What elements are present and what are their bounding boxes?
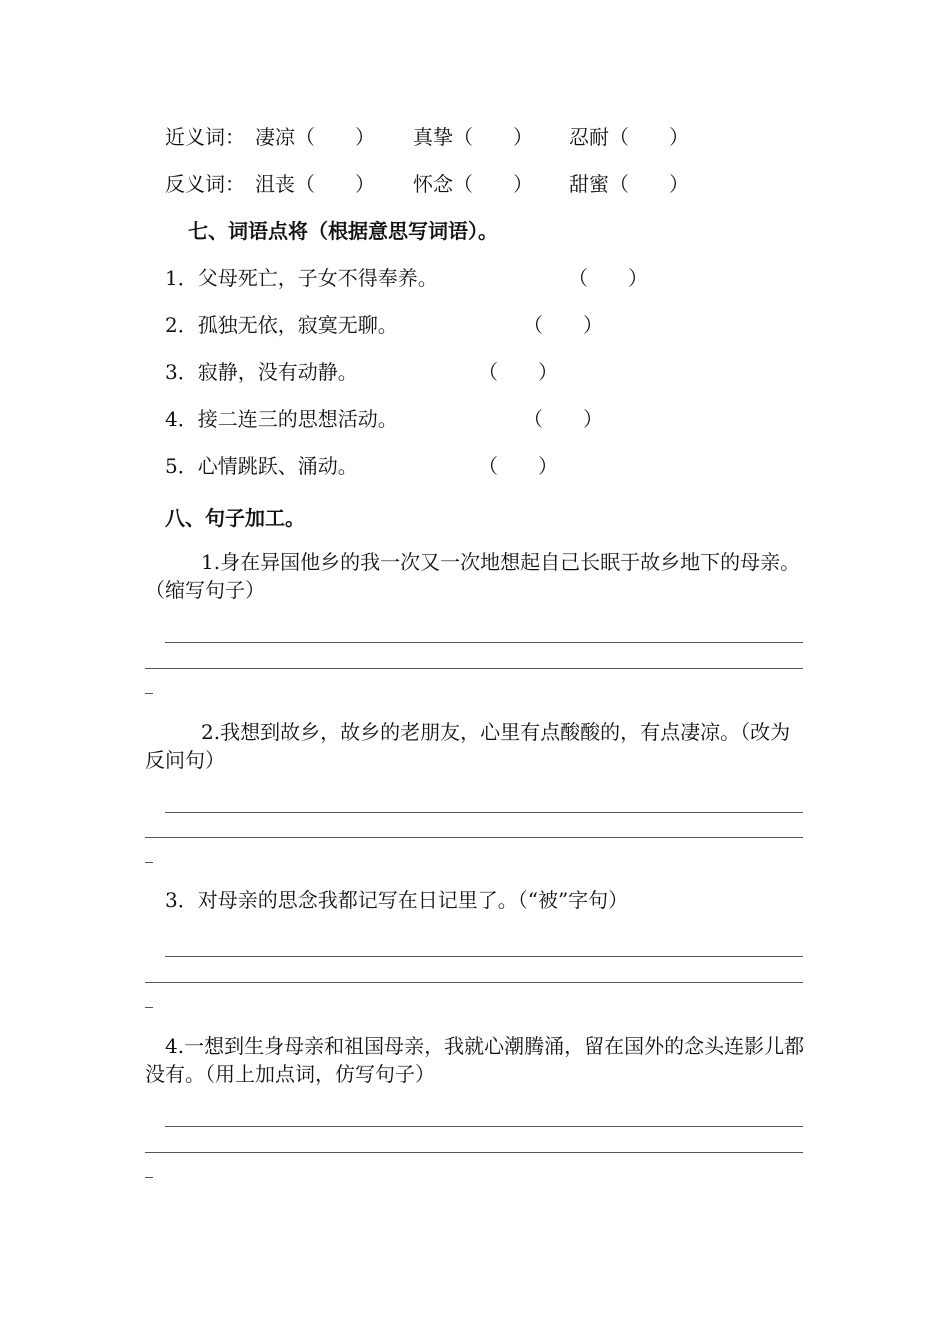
question-2: 2.我想到故乡，故乡的老朋友，心里有点酸酸的，有点凄凉。（改为反问句） (145, 720, 791, 772)
synonym-item: 忍耐（ ） (569, 125, 689, 149)
item-text: 4．接二连三的思想活动。 (165, 407, 398, 431)
answer-line-end (145, 693, 153, 694)
question-3: 3．对母亲的思念我都记写在日记里了。（“被”字句） (165, 888, 629, 912)
answer-line[interactable] (145, 668, 803, 669)
answer-line[interactable] (145, 837, 803, 838)
synonym-item: 真挚（ ） (413, 125, 533, 149)
item-text: 1．父母死亡，子女不得奉养。 (165, 266, 438, 290)
answer-line[interactable] (165, 642, 803, 643)
section-7-title: 七、词语点将（根据意思写词语）。 (188, 219, 498, 243)
answer-line[interactable] (145, 1152, 803, 1153)
item-text: 2．孤独无依，寂寞无聊。 (165, 313, 398, 337)
answer-blank: （ ） (568, 266, 648, 290)
answer-line[interactable] (145, 982, 803, 983)
answer-blank: （ ） (478, 454, 558, 478)
answer-blank: （ ） (523, 313, 603, 337)
item-text: 5．心情跳跃、涌动。 (165, 454, 358, 478)
antonyms-label: 反义词： (165, 172, 245, 196)
synonym-item: 凄凉（ ） (255, 125, 375, 149)
question-1: 1.身在异国他乡的我一次又一次地想起自己长眠于故乡地下的母亲。（缩写句子） (145, 550, 801, 602)
section-8-title: 八、句子加工。 (165, 506, 305, 530)
synonyms-label: 近义词： (165, 125, 245, 149)
answer-line-end (145, 1007, 153, 1008)
item-text: 3．寂静，没有动静。 (165, 360, 358, 384)
antonym-item: 沮丧（ ） (255, 172, 375, 196)
answer-blank: （ ） (478, 360, 558, 384)
answer-line[interactable] (165, 812, 803, 813)
antonym-item: 甜蜜（ ） (569, 172, 689, 196)
answer-line[interactable] (165, 956, 803, 957)
answer-line-end (145, 1177, 153, 1178)
antonym-item: 怀念（ ） (413, 172, 533, 196)
answer-line[interactable] (165, 1126, 803, 1127)
question-4: 4.一想到生身母亲和祖国母亲，我就心潮腾涌，留在国外的念头连影儿都没有。（用上加点词，仿写句子） (145, 1034, 805, 1086)
answer-line-end (145, 862, 153, 863)
answer-blank: （ ） (523, 407, 603, 431)
